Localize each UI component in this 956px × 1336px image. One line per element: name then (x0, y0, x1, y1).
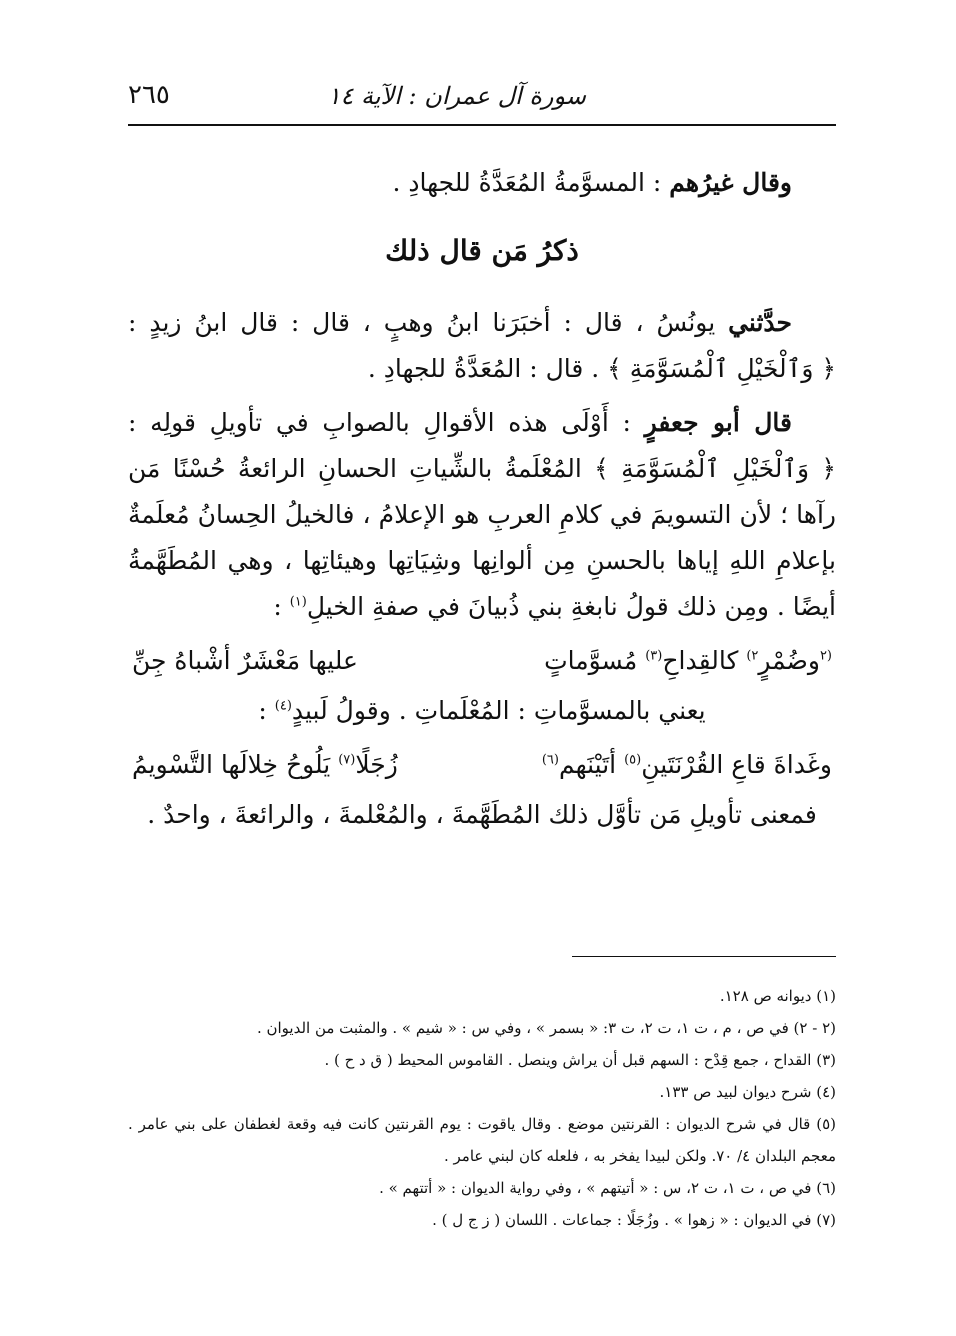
footnotes (128, 980, 836, 1236)
verse-hemistich-left (132, 742, 398, 788)
header-rule (128, 124, 836, 126)
running-title: سورة آل عمران : الآية ١٤ (327, 82, 586, 110)
verse-word: زُجَلًا (355, 750, 398, 779)
colon: : (273, 592, 282, 621)
verse-hemistich-right (542, 742, 832, 788)
poetry-verse-1 (128, 638, 836, 684)
paragraph-text: المُعْلَمةُ بالشِّياتِ الحسانِ الرائعةُ حُسْنًا مَن رآها ؛ لأن التسويمَ في كلامِ العربِ هو الإعلامُ ، فالخيلُ الحِسانُ مُعلَمةٌ بإعلامِ اللهِ إياها بالحسنِ مِن ألوانِها وشِيَاتِها وهيئاتِها ، وهي المُطَهَّمةُ أيضًا . ومِن ذلك قولُ نابغةِ بني ذُبيانَ في صفةِ الخيلِ (128, 454, 836, 621)
footnote: (٧) في الديوان : « زهوا » . وزُجَلًا : جماعات . اللسان ( ز ج ل ) . (432, 1211, 836, 1229)
section-heading: ذكرُ مَن قال ذلك (385, 234, 579, 267)
footnote: (٢ - ٢) في ص ، م ، ت ١، ت ٢، ت ٣: « بسمر » ، وفي س : « شيم » . والمثبت من الديوان . (256, 1019, 836, 1037)
quran-quote: ﴿ وَٱلْخَيْلِ ٱلْمُسَوَّمَةِ ﴾ (607, 354, 836, 383)
paragraph-text: يونُسُ ، قال : أخبَرَنا ابنُ وهبٍ ، قال : قال ابنُ زيدٍ : (128, 308, 716, 337)
footnote-marker: (١) (289, 594, 307, 610)
verse-word: كالقِداحِ (662, 646, 739, 675)
paragraph-text: : المسوَّمةُ المُعَدَّةُ للجهادِ . (392, 168, 662, 197)
footnote-marker: (٤) (274, 698, 292, 714)
paragraph-3 (128, 400, 836, 630)
page-header (128, 78, 836, 118)
speaker: قال أبو جعفرٍ (644, 408, 792, 437)
verse-hemistich-right (544, 638, 832, 684)
verse-word: وغَداةَ قاعِ القُرْنَتَينِ (641, 750, 832, 779)
paragraph-text: يعني بالمسوَّماتِ : المُعْلَماتِ . وقولُ لَبيدٍ (291, 696, 706, 725)
verse-word: مُسوَّماتٍ (544, 646, 638, 675)
paragraph-1 (128, 160, 836, 206)
poetry-verse-2 (128, 742, 836, 788)
colon: : (258, 696, 267, 725)
footnote: (٤) شرح ديوان لبيد ص ١٣٣. (659, 1083, 836, 1101)
footnote-marker: (٣) (645, 648, 663, 664)
footnote: (٦) في ص ، ت ١، ت ٢، س : « أتيتهم » ، وفي رواية الديوان : « أتتهم » . (379, 1179, 836, 1197)
speaker: حدَّثني (728, 308, 792, 337)
footnote-marker: (٢ (819, 648, 832, 664)
verse-hemistich-left: عليها مَعْشَرٌ أشْباهُ جِنِّ (132, 646, 358, 675)
quran-quote: ﴿ وَٱلْخَيْلِ ٱلْمُسَوَّمَةِ ﴾ (594, 454, 837, 483)
closing-line: فمعنى تأويلِ مَن تأوَّل ذلك المُطَهَّمةَ ، والمُعْلمةَ ، والرائعةَ ، واحدٌ . (147, 800, 817, 829)
footnote-marker: (٧) (338, 752, 356, 768)
footnote-marker: ٢) (746, 648, 759, 664)
paragraph-text: : أَوْلَى هذه الأقوالِ بالصوابِ في تأويلِ قولِه : (128, 408, 631, 437)
verse-word: وضُمْرٍ (758, 646, 820, 675)
speaker: وقال غيرُهم (669, 168, 792, 197)
main-text (128, 160, 836, 846)
paragraph-text: . قال : المُعَدَّةُ للجهادِ . (367, 354, 600, 383)
paragraph-2 (128, 300, 836, 392)
footnote: (٣) القداح ، جمع قِدْح : السهم قبل أن يراش وينصل . القاموس المحيط ( ق د ح ) . (324, 1051, 836, 1069)
line-after-verse-1 (128, 688, 836, 734)
verse-word: أتَيْنَهم (558, 750, 617, 779)
verse-word: يَلُوحُ خِلالَها التَّسْويمُ (132, 750, 331, 779)
footnote-marker: (٥) (624, 752, 642, 768)
footnote: (٥) قال في شرح الديوان : القرنتين موضع . وقال ياقوت : يوم القرنتين كانت فيه وقعة لغطفان على بني عامر . معجم البلدان ٤/ ٧٠. ولكن لبيدا يفخر به ، فلعله كان لبني عامر . (128, 1115, 836, 1165)
footnote-rule (572, 956, 836, 957)
page-number: ٢٦٥ (128, 80, 170, 110)
footnote: (١) ديوانه ص ١٢٨. (719, 987, 836, 1005)
footnote-marker: (٦) (541, 752, 559, 768)
